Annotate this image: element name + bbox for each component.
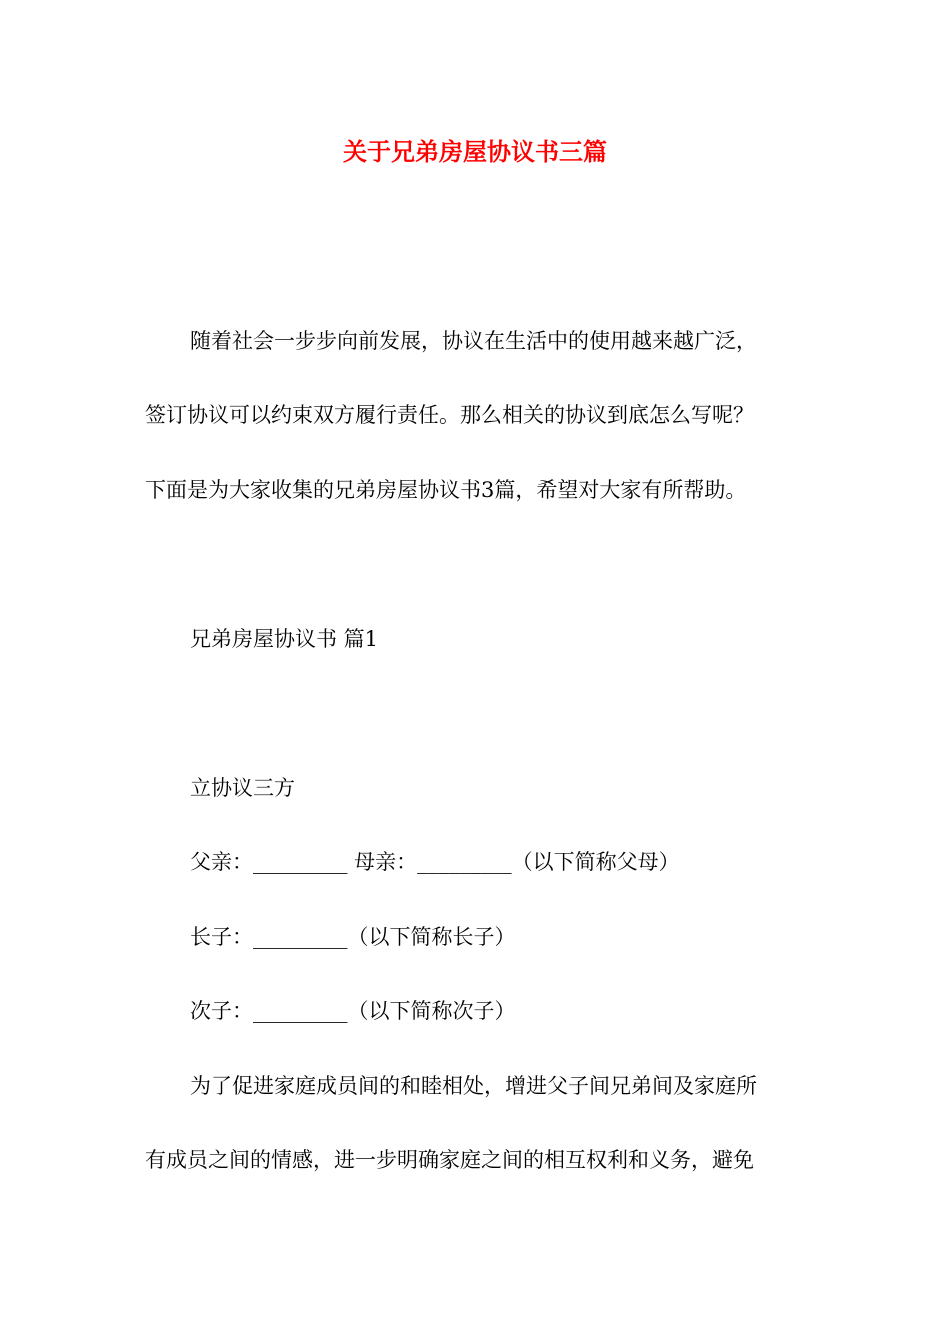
- party-parents: 父亲：_________ 母亲：_________（以下简称父母）: [190, 850, 680, 874]
- party-eldest-son: 长子：_________（以下简称长子）: [190, 925, 516, 949]
- section-heading: 兄弟房屋协议书 篇1: [190, 627, 379, 651]
- parties-heading: 立协议三方: [190, 776, 295, 800]
- intro-line-2: 签订协议可以约束双方履行责任。那么相关的协议到底怎么写呢？: [145, 403, 754, 427]
- intro-line-1: 随着社会一步步向前发展，协议在生活中的使用越来越广泛，: [190, 329, 757, 353]
- party-second-son: 次子：_________（以下简称次子）: [190, 999, 516, 1023]
- intro-line-3: 下面是为大家收集的兄弟房屋协议书3篇，希望对大家有所帮助。: [145, 478, 747, 502]
- document-title: 关于兄弟房屋协议书三篇: [343, 137, 607, 166]
- body-line-1: 为了促进家庭成员间的和睦相处，增进父子间兄弟间及家庭所: [190, 1074, 757, 1098]
- body-line-2: 有成员之间的情感，进一步明确家庭之间的相互权利和义务，避免: [145, 1148, 754, 1172]
